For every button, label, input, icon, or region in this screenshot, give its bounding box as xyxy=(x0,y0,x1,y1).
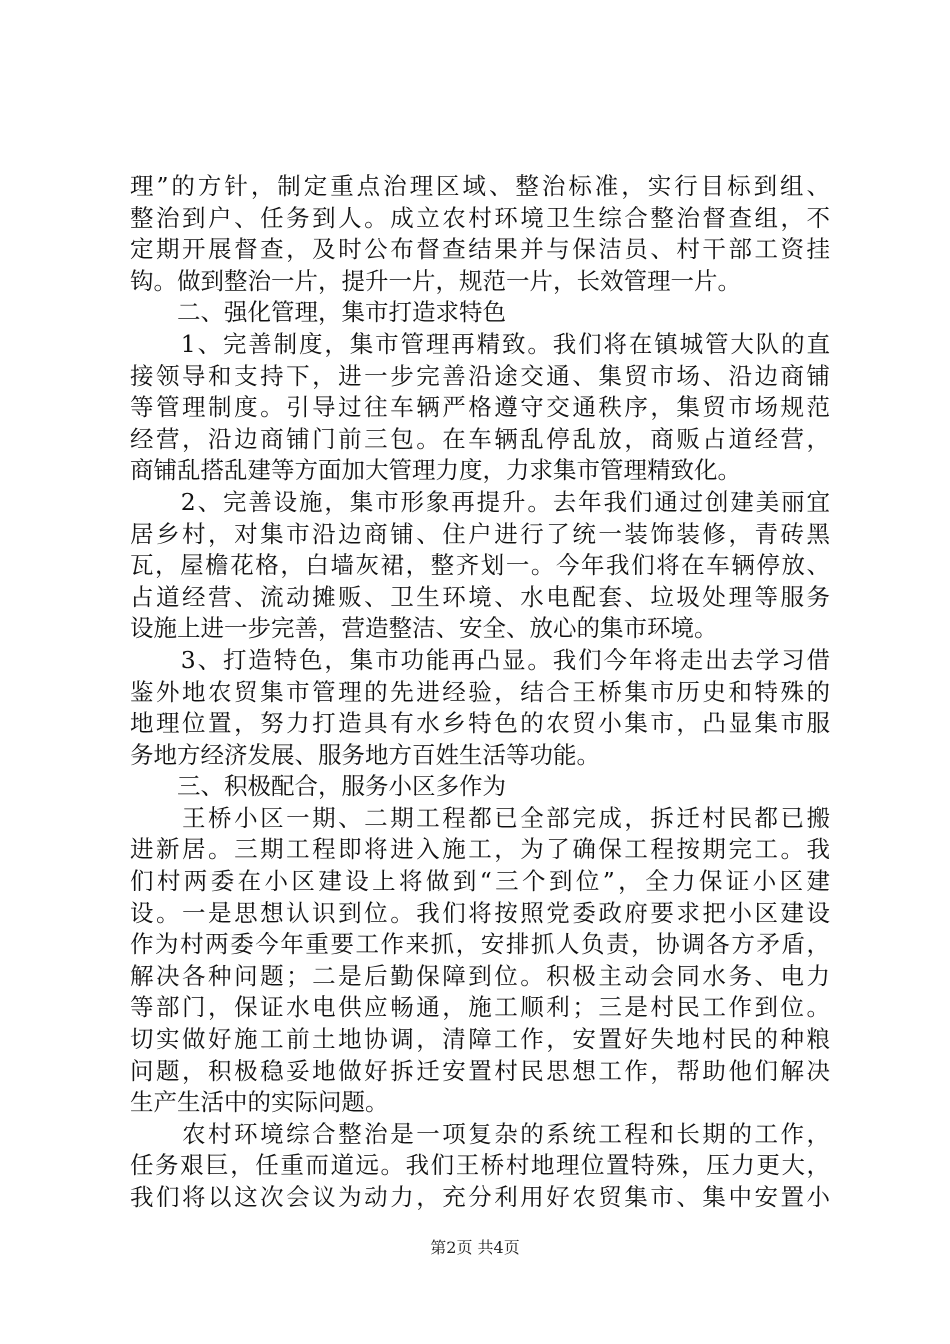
text-line: 接领导和支持下，进一步完善沿途交通、集贸市场、沿边商铺 xyxy=(130,361,830,390)
text-line: 生产生活中的实际问题。 xyxy=(130,1088,389,1117)
text-line: 等管理制度。引导过往车辆严格遵守交通秩序，集贸市场规范 xyxy=(130,393,830,422)
text-line: 王桥小区一期、二期工程都已全部完成，拆迁村民都已搬 xyxy=(130,803,830,832)
text-line: 1、完善制度，集市管理再精致。我们将在镇城管大队的直 xyxy=(130,329,830,358)
text-line: 地理位置，努力打造具有水乡特色的农贸小集市，凸显集市服 xyxy=(130,709,830,738)
text-line: 作为村两委今年重要工作来抓，安排抓人负责，协调各方矛盾， xyxy=(130,930,830,959)
text-line: 居乡村，对集市沿边商铺、住户进行了统一装饰装修，青砖黑 xyxy=(130,519,830,548)
page-footer: 第2页 共4页 xyxy=(430,1238,520,1257)
document-body xyxy=(130,171,830,1214)
text-line: 定期开展督查，及时公布督查结果并与保洁员、村干部工资挂 xyxy=(130,235,830,264)
text-line: 任务艰巨，任重而道远。我们王桥村地理位置特殊，压力更大， xyxy=(130,1151,830,1180)
text-line: 切实做好施工前土地协调，清障工作，安置好失地村民的种粮 xyxy=(130,1025,830,1054)
text-line: 设。一是思想认识到位。我们将按照党委政府要求把小区建设 xyxy=(130,898,830,927)
text-line: 三、积极配合，服务小区多作为 xyxy=(130,772,506,801)
text-line: 2、完善设施，集市形象再提升。去年我们通过创建美丽宜 xyxy=(130,487,830,516)
text-line: 们村两委在小区建设上将做到“三个到位”，全力保证小区建 xyxy=(130,867,830,896)
text-line: 商铺乱搭乱建等方面加大管理力度，力求集市管理精致化。 xyxy=(130,456,741,485)
text-line: 3、打造特色，集市功能再凸显。我们今年将走出去学习借 xyxy=(130,645,830,674)
text-line: 务地方经济发展、服务地方百姓生活等功能。 xyxy=(130,740,600,769)
text-line: 设施上进一步完善，营造整洁、安全、放心的集市环境。 xyxy=(130,614,718,643)
text-line: 等部门，保证水电供应畅通，施工顺利；三是村民工作到位。 xyxy=(130,993,830,1022)
text-line: 二、强化管理，集市打造求特色 xyxy=(130,298,506,327)
text-line: 问题，积极稳妥地做好拆迁安置村民思想工作，帮助他们解决 xyxy=(130,1056,830,1085)
text-line: 钩。做到整治一片，提升一片，规范一片，长效管理一片。 xyxy=(130,266,741,295)
text-line: 经营，沿边商铺门前三包。在车辆乱停乱放，商贩占道经营， xyxy=(130,424,830,453)
text-line: 我们将以这次会议为动力，充分利用好农贸集市、集中安置小 xyxy=(130,1183,830,1211)
text-line: 瓦，屋檐花格，白墙灰裙，整齐划一。今年我们将在车辆停放、 xyxy=(130,551,830,580)
text-line: 解决各种问题；二是后勤保障到位。积极主动会同水务、电力 xyxy=(130,961,830,990)
text-line: 整治到户、任务到人。成立农村环境卫生综合整治督查组，不 xyxy=(130,203,830,232)
text-line: 占道经营、流动摊贩、卫生环境、水电配套、垃圾处理等服务 xyxy=(130,582,830,611)
text-line: 农村环境综合整治是一项复杂的系统工程和长期的工作， xyxy=(130,1119,830,1148)
text-line: 理”的方针，制定重点治理区域、整治标准，实行目标到组、 xyxy=(130,172,830,200)
text-line: 进新居。三期工程即将进入施工，为了确保工程按期完工。我 xyxy=(130,835,830,864)
text-line: 鉴外地农贸集市管理的先进经验，结合王桥集市历史和特殊的 xyxy=(130,677,830,706)
